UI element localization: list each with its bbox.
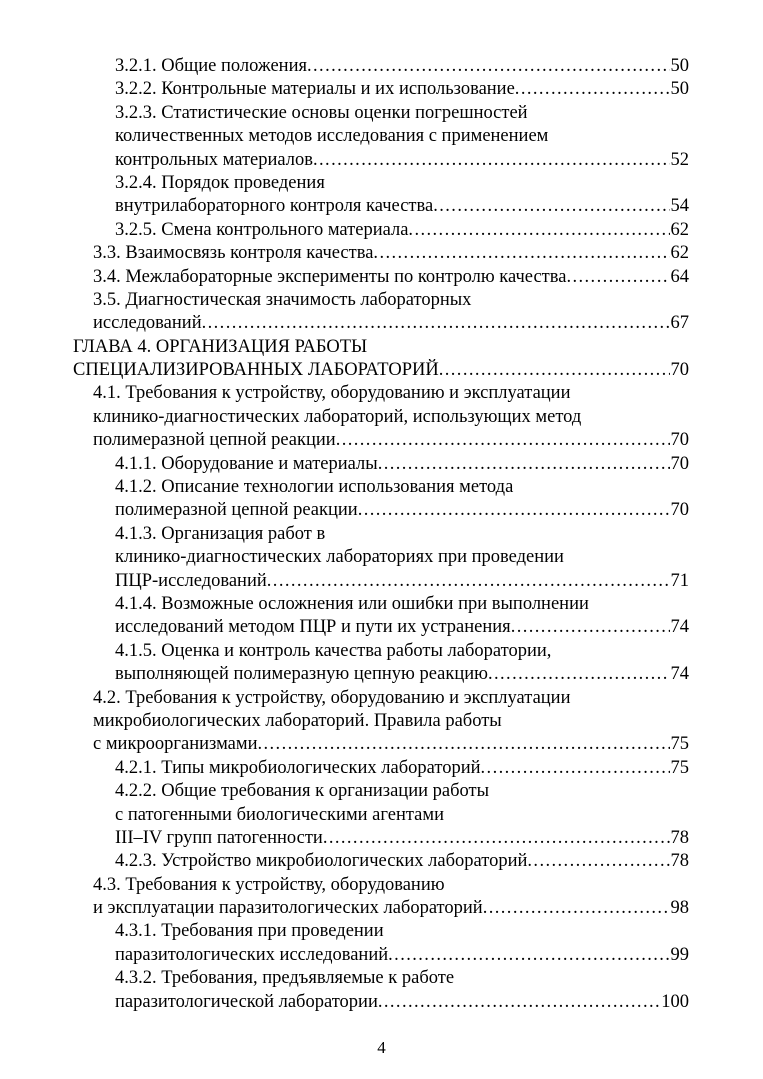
toc-page-number: 98 <box>670 898 689 919</box>
toc-entry-last-line <box>115 850 689 873</box>
toc-entry-line <box>115 172 689 195</box>
toc-entry-last-line <box>93 266 689 289</box>
toc-entry-title: 4.3. Требования к устройству, оборудованию <box>93 874 445 895</box>
toc-entry-line <box>93 406 689 429</box>
toc-entry <box>0 172 689 219</box>
toc-entry-title: 4.1.3. Организация работ в <box>115 523 326 544</box>
toc-entry-title: 3.2.4. Порядок проведения <box>115 172 325 193</box>
toc-entry-line <box>115 523 689 546</box>
toc-entry-title: 4.2. Требования к устройству, оборудованию и эксплуатации <box>93 687 571 708</box>
toc-page-number: 54 <box>670 196 689 217</box>
toc-entry-title: 4.1.5. Оценка и контроль качества работы лаборатории, <box>115 640 552 661</box>
toc-page-number: 99 <box>670 944 689 965</box>
toc-entry <box>0 967 689 1014</box>
toc-entry <box>0 242 689 265</box>
toc-entry-title: исследований методом ПЦР и пути их устранения <box>115 617 511 638</box>
toc-leader-dots <box>202 312 670 335</box>
toc-entry <box>0 850 689 873</box>
toc-leader-dots <box>481 757 670 780</box>
toc-page-number: 70 <box>670 360 689 381</box>
toc-page-number: 75 <box>670 734 689 755</box>
toc-entry <box>0 336 689 383</box>
toc-entry-title: 3.2.1. Общие положения <box>115 56 307 76</box>
toc-entry-line <box>73 336 689 359</box>
toc-entry-line <box>115 804 689 827</box>
toc-entry-title: контрольных материалов <box>115 149 313 170</box>
toc-entry <box>0 78 689 101</box>
toc-entry-last-line <box>115 55 689 78</box>
toc-entry-last-line <box>73 359 689 382</box>
toc-page-number: 62 <box>670 219 689 240</box>
toc-entry-title: с патогенными биологическими агентами <box>115 804 444 825</box>
toc-entry-title: 4.1.2. Описание технологии использования метода <box>115 477 514 498</box>
toc-entry-last-line <box>115 757 689 780</box>
toc-entry-title: исследований <box>93 313 202 334</box>
toc-entry-line <box>115 593 689 616</box>
toc-entry-last-line <box>115 78 689 101</box>
toc-entry-title: 3.4. Межлабораторные эксперименты по контролю качества <box>93 266 567 287</box>
toc-page-number: 52 <box>670 149 689 170</box>
toc-entry-title: полимеразной цепной реакции <box>93 430 336 451</box>
toc-entry-title: 3.2.3. Статистические основы оценки погрешностей <box>115 102 528 123</box>
toc-entry-title: 3.5. Диагностическая значимость лабораторных <box>93 289 472 310</box>
toc-entry-line <box>115 546 689 569</box>
toc-entry-last-line <box>115 616 689 639</box>
toc-entry-title: и эксплуатации паразитологических лабораторий <box>93 898 483 919</box>
toc-page-number: 70 <box>670 430 689 451</box>
toc-leader-dots <box>483 897 670 920</box>
toc-page-number: 62 <box>670 243 689 264</box>
toc-leader-dots <box>515 78 670 101</box>
toc-entry-title: 4.2.2. Общие требования к организации работы <box>115 781 490 802</box>
toc-leader-dots <box>336 429 670 452</box>
toc-page-number: 100 <box>661 991 689 1012</box>
toc-entry <box>0 593 689 640</box>
toc-entry <box>0 289 689 336</box>
toc-leader-dots <box>267 570 670 593</box>
page-number: 4 <box>377 1038 386 1057</box>
toc-leader-dots <box>566 266 669 289</box>
toc-entry-last-line <box>115 991 689 1014</box>
toc-entry-title: паразитологических исследований <box>115 944 389 965</box>
toc-entry-title: 4.3.1. Требования при проведении <box>115 921 384 942</box>
toc-leader-dots <box>373 242 669 265</box>
toc-entry-line <box>93 382 689 405</box>
toc-entry-last-line <box>115 149 689 172</box>
toc-leader-dots <box>408 219 669 242</box>
toc-leader-dots <box>433 195 669 218</box>
toc-leader-dots <box>378 991 660 1014</box>
toc-leader-dots <box>388 944 669 967</box>
toc-entry-line <box>93 687 689 710</box>
toc-page-number: 70 <box>670 500 689 521</box>
toc-entry-last-line <box>93 429 689 452</box>
toc-entry-line <box>115 967 689 990</box>
toc-entry-title: полимеразной цепной реакции <box>115 500 358 521</box>
toc-entry-title: ГЛАВА 4. ОРГАНИЗАЦИЯ РАБОТЫ <box>73 336 368 357</box>
toc-entry-title: 3.2.5. Смена контрольного материала <box>115 219 409 240</box>
toc-entry-title: клинико-диагностических лабораториях при проведении <box>115 547 564 568</box>
toc-entry <box>0 266 689 289</box>
toc-leader-dots <box>307 55 670 78</box>
toc-entry <box>0 476 689 523</box>
toc-entry <box>0 55 689 78</box>
toc-leader-dots <box>527 850 669 873</box>
toc-entry-line <box>115 102 689 125</box>
toc-entry <box>0 874 689 921</box>
toc-entry-title: 3.3. Взаимосвязь контроля качества <box>93 243 374 264</box>
toc-page-number: 71 <box>670 570 689 591</box>
toc-entry-title: 4.1. Требования к устройству, оборудованию и эксплуатации <box>93 383 571 404</box>
toc-entry-title: ПЦР-исследований <box>115 570 267 591</box>
toc-leader-dots <box>511 616 670 639</box>
toc-entry-last-line <box>115 570 689 593</box>
toc-entry-title: паразитологической лаборатории <box>115 991 378 1012</box>
toc-entry-line <box>93 710 689 733</box>
toc-entry-title: клинико-диагностических лабораторий, использующих метод <box>93 406 582 427</box>
toc-entry-title: 4.2.1. Типы микробиологических лабораторий <box>115 757 481 778</box>
toc-entry-last-line <box>115 944 689 967</box>
toc-page-number: 78 <box>670 851 689 872</box>
toc-entry-last-line <box>115 499 689 522</box>
toc-page-number: 75 <box>670 757 689 778</box>
toc-leader-dots <box>313 149 670 172</box>
toc-entry-title: внутрилабораторного контроля качества <box>115 196 434 217</box>
toc-entry-title: 4.2.3. Устройство микробиологических лабораторий <box>115 851 528 872</box>
toc-entry <box>0 382 689 452</box>
toc-entry <box>0 453 689 476</box>
toc-entry <box>0 523 689 593</box>
toc-leader-dots <box>439 359 670 382</box>
toc-entry <box>0 102 689 172</box>
toc-leader-dots <box>257 733 669 756</box>
toc-entry <box>0 640 689 687</box>
toc-page-number: 64 <box>670 266 689 287</box>
toc-entry-last-line <box>115 827 689 850</box>
toc-entry <box>0 780 689 850</box>
toc-entry-last-line <box>93 897 689 920</box>
toc-entry <box>0 757 689 780</box>
toc-entry-title: СПЕЦИАЛИЗИРОВАННЫХ ЛАБОРАТОРИЙ <box>73 360 439 381</box>
toc-leader-dots <box>488 663 670 686</box>
toc-entry-line <box>115 125 689 148</box>
toc-entry-last-line <box>115 453 689 476</box>
toc-entry-title: 4.1.4. Возможные осложнения или ошибки при выполнении <box>115 593 589 614</box>
toc-entry-title: выполняющей полимеразную цепную реакцию <box>115 664 488 685</box>
toc-entry-last-line <box>93 312 689 335</box>
toc-entry-title: с микроорганизмами <box>93 734 258 755</box>
toc-page-number: 70 <box>670 453 689 474</box>
toc-entry-last-line <box>93 242 689 265</box>
toc-entry-last-line <box>115 219 689 242</box>
toc-page-number: 50 <box>670 56 689 76</box>
toc-leader-dots <box>358 499 670 522</box>
toc-leader-dots <box>323 827 670 850</box>
toc-entry-title: микробиологических лабораторий. Правила работы <box>93 710 502 731</box>
toc-entry <box>0 920 689 967</box>
toc-entry-line <box>93 874 689 897</box>
toc-leader-dots <box>378 453 670 476</box>
toc-entry-title: 3.2.2. Контрольные материалы и их использование <box>115 79 515 100</box>
toc-entry-title: количественных методов исследования с применением <box>115 126 549 147</box>
toc-page-number: 74 <box>670 617 689 638</box>
toc-entry-last-line <box>93 733 689 756</box>
toc-page-number: 78 <box>670 827 689 848</box>
table-of-contents <box>0 55 763 1014</box>
toc-entry-last-line <box>115 663 689 686</box>
toc-page-number: 67 <box>670 313 689 334</box>
toc-page-number: 50 <box>670 79 689 100</box>
toc-entry-title: 4.3.2. Требования, предъявляемые к работе <box>115 968 455 989</box>
toc-entry-title: III–IV групп патогенности <box>115 827 323 848</box>
toc-entry-line <box>115 640 689 663</box>
toc-page-number: 74 <box>670 664 689 685</box>
toc-entry <box>0 687 689 757</box>
toc-entry-line <box>115 780 689 803</box>
toc-entry-line <box>115 920 689 943</box>
toc-entry-last-line <box>115 195 689 218</box>
toc-entry-line <box>115 476 689 499</box>
toc-entry-line <box>93 289 689 312</box>
toc-entry <box>0 219 689 242</box>
toc-entry-title: 4.1.1. Оборудование и материалы <box>115 453 378 474</box>
